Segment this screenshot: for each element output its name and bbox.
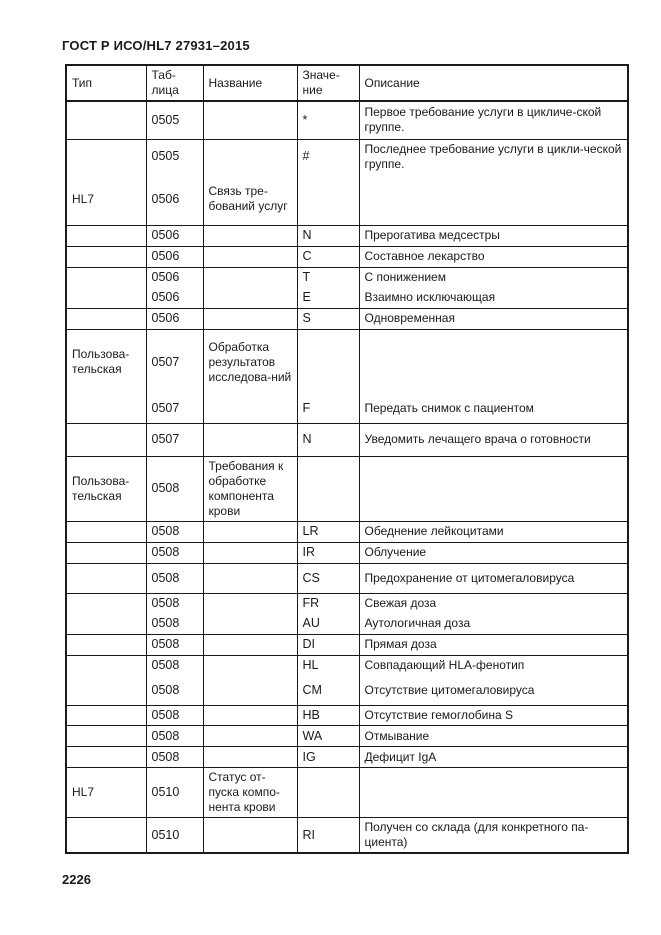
cell-value: CM <box>297 676 359 706</box>
table-row <box>66 456 628 521</box>
cell-type <box>66 521 146 542</box>
document-header: ГОСТ Р ИСО/HL7 27931–2015 <box>62 38 250 53</box>
cell-type <box>66 288 146 309</box>
cell-name <box>203 818 297 854</box>
cell-value <box>297 174 359 225</box>
cell-value: # <box>297 139 359 174</box>
table-row <box>66 706 628 726</box>
cell-table: 0505 <box>146 139 203 174</box>
cell-type <box>66 634 146 655</box>
table-row <box>66 329 628 395</box>
table-row <box>66 308 628 329</box>
cell-value: N <box>297 225 359 246</box>
cell-description: Уведомить лечащего врача о готовности <box>359 423 628 456</box>
table-row <box>66 101 628 139</box>
cell-name <box>203 563 297 593</box>
table-row <box>66 288 628 309</box>
table-row <box>66 542 628 563</box>
table-row <box>66 139 628 174</box>
cell-table: 0508 <box>146 747 203 768</box>
cell-type <box>66 225 146 246</box>
cell-type: HL7 <box>66 768 146 818</box>
cell-type <box>66 423 146 456</box>
cell-value: WA <box>297 726 359 747</box>
cell-name <box>203 676 297 706</box>
cell-description: Аутологичная доза <box>359 614 628 635</box>
cell-type <box>66 395 146 423</box>
cell-value <box>297 768 359 818</box>
cell-table: 0508 <box>146 593 203 614</box>
cell-table: 0510 <box>146 768 203 818</box>
cell-description: С понижением <box>359 267 628 288</box>
cell-description: Первое требование услуги в цикличе-ской группе. <box>359 101 628 139</box>
table-row <box>66 614 628 635</box>
cell-type <box>66 747 146 768</box>
cell-name <box>203 308 297 329</box>
table-row <box>66 747 628 768</box>
cell-table: 0508 <box>146 521 203 542</box>
cell-value: DI <box>297 634 359 655</box>
cell-value: * <box>297 101 359 139</box>
table-row <box>66 563 628 593</box>
cell-table: 0507 <box>146 423 203 456</box>
table-header-row <box>66 65 628 101</box>
table-row <box>66 676 628 706</box>
cell-table: 0508 <box>146 634 203 655</box>
cell-table: 0508 <box>146 614 203 635</box>
cell-description: Передать снимок с пациентом <box>359 395 628 423</box>
cell-value: T <box>297 267 359 288</box>
cell-type <box>66 246 146 267</box>
header-type: Тип <box>66 65 146 101</box>
table-row <box>66 423 628 456</box>
cell-description: Взаимно исключающая <box>359 288 628 309</box>
cell-type <box>66 706 146 726</box>
cell-type <box>66 563 146 593</box>
cell-type <box>66 593 146 614</box>
table-row <box>66 174 628 225</box>
cell-type <box>66 542 146 563</box>
cell-table: 0506 <box>146 174 203 225</box>
cell-name: Обработка результатов исследова-ний <box>203 329 297 395</box>
cell-description <box>359 768 628 818</box>
cell-table: 0506 <box>146 246 203 267</box>
cell-value: C <box>297 246 359 267</box>
cell-name <box>203 139 297 174</box>
cell-description: Составное лекарство <box>359 246 628 267</box>
table-row <box>66 225 628 246</box>
cell-value: LR <box>297 521 359 542</box>
cell-table: 0508 <box>146 726 203 747</box>
table-row <box>66 521 628 542</box>
cell-name <box>203 614 297 635</box>
cell-value <box>297 456 359 521</box>
cell-description: Прямая доза <box>359 634 628 655</box>
table-row <box>66 267 628 288</box>
cell-table: 0508 <box>146 676 203 706</box>
table-row <box>66 768 628 818</box>
cell-description: Свежая доза <box>359 593 628 614</box>
cell-name <box>203 747 297 768</box>
cell-description: Облучение <box>359 542 628 563</box>
table-row <box>66 726 628 747</box>
cell-type <box>66 818 146 854</box>
table-row <box>66 395 628 423</box>
cell-table: 0505 <box>146 101 203 139</box>
cell-name <box>203 288 297 309</box>
cell-description: Прерогатива медсестры <box>359 225 628 246</box>
cell-type <box>66 267 146 288</box>
cell-name <box>203 634 297 655</box>
cell-table: 0508 <box>146 655 203 676</box>
cell-name: Статус от-пуска компо-нента крови <box>203 768 297 818</box>
cell-value: HB <box>297 706 359 726</box>
cell-table: 0508 <box>146 456 203 521</box>
cell-type <box>66 655 146 676</box>
cell-name <box>203 542 297 563</box>
cell-name <box>203 395 297 423</box>
header-name: Название <box>203 65 297 101</box>
cell-description <box>359 329 628 395</box>
cell-description: Обеднение лейкоцитами <box>359 521 628 542</box>
cell-table: 0507 <box>146 395 203 423</box>
cell-description: Совпадающий HLA-фенотип <box>359 655 628 676</box>
cell-value: AU <box>297 614 359 635</box>
cell-name <box>203 706 297 726</box>
cell-type <box>66 139 146 174</box>
cell-value: F <box>297 395 359 423</box>
cell-value <box>297 329 359 395</box>
cell-description: Дефицит IgA <box>359 747 628 768</box>
cell-table: 0510 <box>146 818 203 854</box>
cell-name <box>203 726 297 747</box>
cell-table: 0506 <box>146 267 203 288</box>
cell-table: 0507 <box>146 329 203 395</box>
cell-name <box>203 655 297 676</box>
cell-type: Пользова-тельская <box>66 329 146 395</box>
cell-description <box>359 456 628 521</box>
cell-name <box>203 423 297 456</box>
header-table: Таб-лица <box>146 65 203 101</box>
cell-value: CS <box>297 563 359 593</box>
cell-table: 0508 <box>146 706 203 726</box>
cell-type: HL7 <box>66 174 146 225</box>
cell-description: Получен со склада (для конкретного па-циента) <box>359 818 628 854</box>
cell-table: 0506 <box>146 308 203 329</box>
cell-name <box>203 267 297 288</box>
cell-type: Пользова-тельская <box>66 456 146 521</box>
cell-type <box>66 101 146 139</box>
cell-type <box>66 614 146 635</box>
table-row <box>66 818 628 854</box>
cell-name <box>203 246 297 267</box>
cell-description: Отсутствие цитомегаловируса <box>359 676 628 706</box>
cell-name <box>203 593 297 614</box>
cell-description: Отмывание <box>359 726 628 747</box>
cell-description: Отсутствие гемоглобина S <box>359 706 628 726</box>
cell-value: IG <box>297 747 359 768</box>
header-value: Значе-ние <box>297 65 359 101</box>
page-number: 2226 <box>62 872 91 887</box>
table-row <box>66 593 628 614</box>
cell-value: N <box>297 423 359 456</box>
cell-table: 0508 <box>146 542 203 563</box>
code-table <box>65 64 629 854</box>
cell-description <box>359 174 628 225</box>
cell-name: Связь тре-бований услуг <box>203 174 297 225</box>
table-row <box>66 634 628 655</box>
cell-value: E <box>297 288 359 309</box>
table-row <box>66 655 628 676</box>
cell-value: IR <box>297 542 359 563</box>
cell-value: FR <box>297 593 359 614</box>
cell-name <box>203 521 297 542</box>
cell-type <box>66 308 146 329</box>
cell-table: 0506 <box>146 288 203 309</box>
cell-table: 0506 <box>146 225 203 246</box>
cell-table: 0508 <box>146 563 203 593</box>
cell-name: Требования к обработке компонента крови <box>203 456 297 521</box>
cell-name <box>203 101 297 139</box>
table-row <box>66 246 628 267</box>
cell-value: HL <box>297 655 359 676</box>
cell-name <box>203 225 297 246</box>
cell-description: Последнее требование услуги в цикли-ческой группе. <box>359 139 628 174</box>
cell-description: Одновременная <box>359 308 628 329</box>
cell-description: Предохранение от цитомегаловируса <box>359 563 628 593</box>
cell-value: S <box>297 308 359 329</box>
header-description: Описание <box>359 65 628 101</box>
cell-value: RI <box>297 818 359 854</box>
cell-type <box>66 676 146 706</box>
cell-type <box>66 726 146 747</box>
